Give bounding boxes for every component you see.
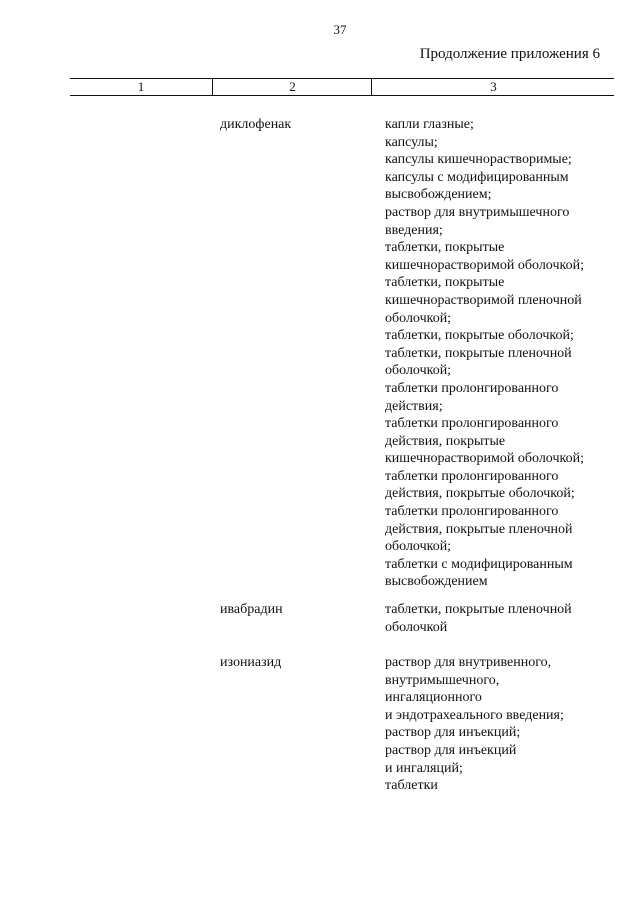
dosage-form-line: таблетки, покрытые пленочной bbox=[385, 602, 572, 617]
dosage-form-line: раствор для инъекций; bbox=[385, 725, 521, 741]
dosage-form-line: таблетки пролонгированного bbox=[385, 468, 559, 484]
dosage-form-line: внутримышечного, bbox=[385, 672, 500, 688]
dosage-form-line: таблетки с модифицированным bbox=[385, 556, 573, 572]
table-header-row bbox=[70, 78, 614, 96]
drug-name: диклофенак bbox=[220, 117, 292, 132]
dosage-form-line: капли глазные; bbox=[385, 117, 474, 132]
dosage-form-line: таблетки, покрытые bbox=[385, 275, 505, 291]
dosage-form-line: и ингаляций; bbox=[385, 760, 463, 776]
continuation-label: Продолжение приложения 6 bbox=[419, 46, 600, 62]
dosage-forms bbox=[385, 601, 625, 636]
dosage-form-line: капсулы; bbox=[385, 134, 438, 150]
dosage-form-line: таблетки, покрытые bbox=[385, 240, 505, 256]
dosage-form-line: капсулы кишечнорастворимые; bbox=[385, 152, 572, 168]
page-number: 37 bbox=[333, 22, 347, 37]
dosage-form-line: и эндотрахеального введения; bbox=[385, 707, 564, 723]
dosage-form-line: оболочкой bbox=[385, 619, 448, 635]
dosage-form-line: оболочкой; bbox=[385, 363, 452, 379]
dosage-form-line: таблетки, покрытые пленочной bbox=[385, 345, 572, 361]
dosage-form-line: высвобождением; bbox=[385, 187, 492, 203]
dosage-form-line: кишечнорастворимой пленочной bbox=[385, 292, 582, 308]
dosage-form-line: оболочкой; bbox=[385, 539, 452, 555]
dosage-form-line: таблетки, покрытые оболочкой; bbox=[385, 328, 574, 344]
dosage-form-line: раствор для внутривенного, bbox=[385, 655, 552, 670]
dosage-form-line: таблетки пролонгированного bbox=[385, 380, 559, 396]
dosage-form-line: действия, покрытые оболочкой; bbox=[385, 486, 575, 502]
dosage-form-line: действия; bbox=[385, 398, 443, 414]
dosage-form-line: таблетки пролонгированного bbox=[385, 504, 559, 520]
dosage-form-line: введения; bbox=[385, 222, 443, 238]
dosage-form-line: таблетки пролонгированного bbox=[385, 416, 559, 432]
table-header-col-2: 2 bbox=[212, 79, 372, 95]
dosage-form-line: действия, покрытые пленочной bbox=[385, 521, 573, 537]
dosage-forms bbox=[385, 116, 625, 591]
dosage-form-line: действия, покрытые bbox=[385, 433, 506, 449]
dosage-form-line: ингаляционного bbox=[385, 690, 482, 706]
drug-name: изониазид bbox=[220, 655, 282, 670]
dosage-form-line: кишечнорастворимой оболочкой; bbox=[385, 451, 584, 467]
table-header-col-1: 1 bbox=[137, 79, 145, 94]
dosage-form-line: капсулы с модифицированным bbox=[385, 169, 569, 185]
drug-name: ивабрадин bbox=[220, 602, 283, 617]
table-header-col-3: 3 bbox=[371, 79, 615, 95]
dosage-form-line: раствор для инъекций bbox=[385, 742, 517, 758]
dosage-form-line: раствор для внутримышечного bbox=[385, 204, 570, 220]
dosage-form-line: таблетки bbox=[385, 778, 438, 794]
dosage-form-line: высвобождением bbox=[385, 574, 488, 590]
dosage-forms bbox=[385, 654, 625, 795]
dosage-form-line: кишечнорастворимой оболочкой; bbox=[385, 257, 584, 273]
dosage-form-line: оболочкой; bbox=[385, 310, 452, 326]
